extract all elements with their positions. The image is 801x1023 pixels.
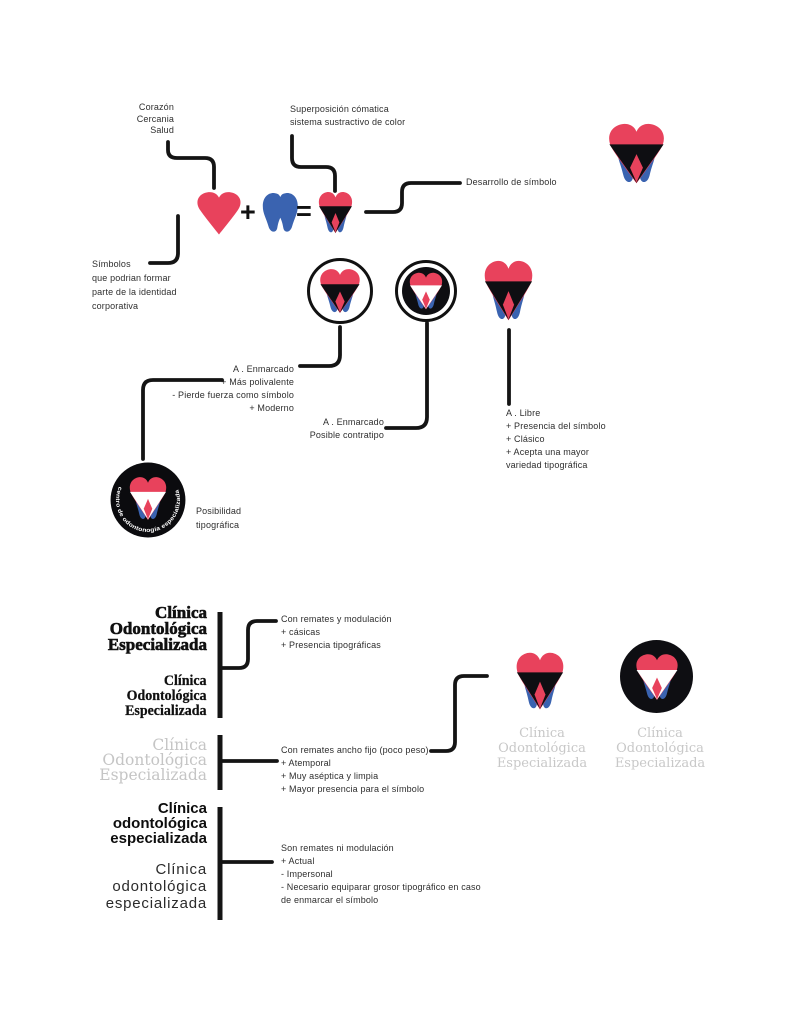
lockup-circle-label: Clínica Odontológica Especializada bbox=[614, 726, 706, 771]
heart-icon bbox=[195, 190, 243, 235]
lockup-circle bbox=[620, 640, 693, 713]
contra-variant-circle bbox=[395, 260, 457, 322]
sans-note: Son remates ni modulación + Actual - Impersonal - Necesario equiparar grosor tipográfico en caso de enmarcar el símbolo bbox=[281, 843, 481, 905]
wire-framed-a bbox=[300, 327, 340, 366]
lockup-circle-mark-icon bbox=[634, 652, 680, 702]
wire-framed-b bbox=[386, 323, 427, 428]
type-sample-sans-light: Clínica odontológica especializada bbox=[105, 861, 207, 912]
inverted-mark-icon bbox=[408, 271, 444, 311]
plus-sign: + bbox=[240, 197, 256, 227]
wire-symbol-dev bbox=[366, 183, 460, 212]
wire-symbols-note bbox=[150, 216, 178, 263]
type-sample-serif-bold: Clínica Odontológica Especializada bbox=[107, 603, 207, 654]
type-sample-slab-light: Clínica Odontológica Especializada bbox=[99, 736, 207, 784]
typographic-badge bbox=[109, 461, 187, 539]
wire-overlay-note bbox=[292, 136, 335, 191]
color-overlay-note: Superposición cómatica sistema sustractivo de color bbox=[290, 104, 406, 127]
free-variant-mark-icon bbox=[482, 258, 535, 323]
wire-heart-words bbox=[168, 142, 214, 188]
heart-words-note: Corazón Cercania Salud bbox=[136, 102, 174, 135]
framed-a-note: A . Enmarcado + Más polivalente - Pierde fuerza como símbolo + Moderno bbox=[172, 364, 294, 413]
free-variant-note: A . Libre + Presencia del símbolo + Clásico + Acepta una mayor variedad tipográfica bbox=[506, 408, 606, 470]
typographic-possibility-note: Posibilidad tipográfica bbox=[196, 506, 242, 530]
framed-mark-icon bbox=[318, 267, 362, 315]
lockup-free-mark-icon bbox=[514, 650, 566, 712]
final-mark-icon bbox=[606, 121, 667, 186]
framed-variant-circle bbox=[307, 258, 373, 324]
corporate-symbols-note: Símbolos que podrian formar parte de la identidad corporativa bbox=[92, 259, 177, 311]
type-sample-sans-bold: Clínica odontológica especializada bbox=[110, 800, 207, 847]
contra-variant-disc bbox=[402, 267, 450, 315]
wire-lockup bbox=[431, 676, 487, 751]
slab-note: Con remates ancho fijo (poco peso) + Atemporal + Muy aséptica y limpia + Mayor presencia para el símbolo bbox=[281, 745, 429, 794]
symbol-development-label: Desarrollo de símbolo bbox=[466, 177, 557, 187]
equals-sign: = bbox=[296, 196, 312, 226]
tooth-icon bbox=[261, 191, 299, 234]
lockup-free-label: Clínica Odontológica Especializada bbox=[496, 726, 588, 771]
framed-b-note: A . Enmarcado Posible contratipo bbox=[309, 417, 384, 440]
type-sample-serif-condensed: Clínica Odontológica Especializada bbox=[125, 673, 207, 719]
badge-ring-text: centro de odontonogía especializada bbox=[114, 485, 183, 534]
serif-note: Con remates y modulación + cásicas + Presencia tipográficas bbox=[281, 614, 392, 650]
combined-mark-icon bbox=[317, 190, 354, 235]
wire-note-serif bbox=[222, 621, 276, 668]
